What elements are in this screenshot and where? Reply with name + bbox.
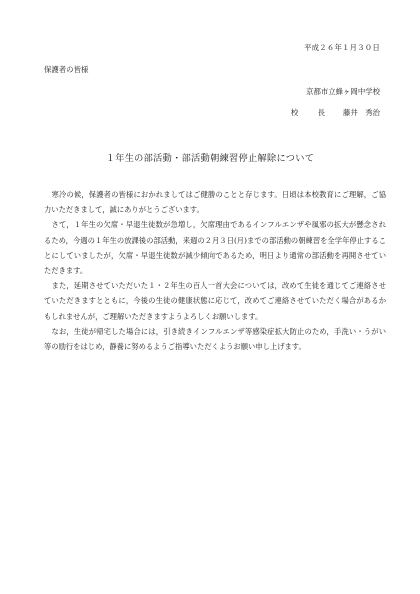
addressee: 保護者の皆様: [44, 65, 89, 74]
document-date: 平成２６年１月３０日: [304, 43, 380, 52]
paragraph-announcement: さて，１年生の欠席・早退生徒数が急増し，欠席理由であるインフルエンザや風邪の拡大が懸念されるため，今週の１年生の放課後の部活動，来週の２月３日(月)までの部活動の朝練習を全学年停止することにしていましたが，欠席・早退生徒数が減少傾向であるため，明日より通常の部活動を再開させていただきます。: [44, 220, 386, 276]
principal-title: 校 長: [290, 108, 332, 117]
document-body: [44, 187, 386, 354]
paragraph-greeting: 寒冷の候，保護者の皆様におかれましてはご健勝のことと存じます。日頃は本校教育にご理解，ご協力いただきまして，誠にありがとうございます。: [44, 190, 386, 215]
paragraph-health-request: なお，生徒が帰宅した場合には，引き続きインフルエンザ等感染症拡大防止のため，手洗い・うがい等の励行をはじめ，静養に努めるようご指導いただくようお願い申し上げます。: [44, 326, 386, 352]
document-title: １年生の部活動・部活動朝練習停止解除について: [105, 153, 315, 164]
school-name: 京都市立蜂ヶ岡中学校: [306, 87, 380, 96]
principal-name: 藤井 秀治: [343, 108, 380, 117]
principal-signature: [291, 107, 380, 118]
paragraph-karuta-notice: また，延期させていただいた１・２年生の百人一首大会については，改めて生徒を通じてご連絡させていただきますとともに，今後の生徒の健康状態に応じて，改めてご連絡させていただく場合があるかもしれませんが，ご理解いただきますようよろしくお願いします。: [44, 281, 386, 321]
